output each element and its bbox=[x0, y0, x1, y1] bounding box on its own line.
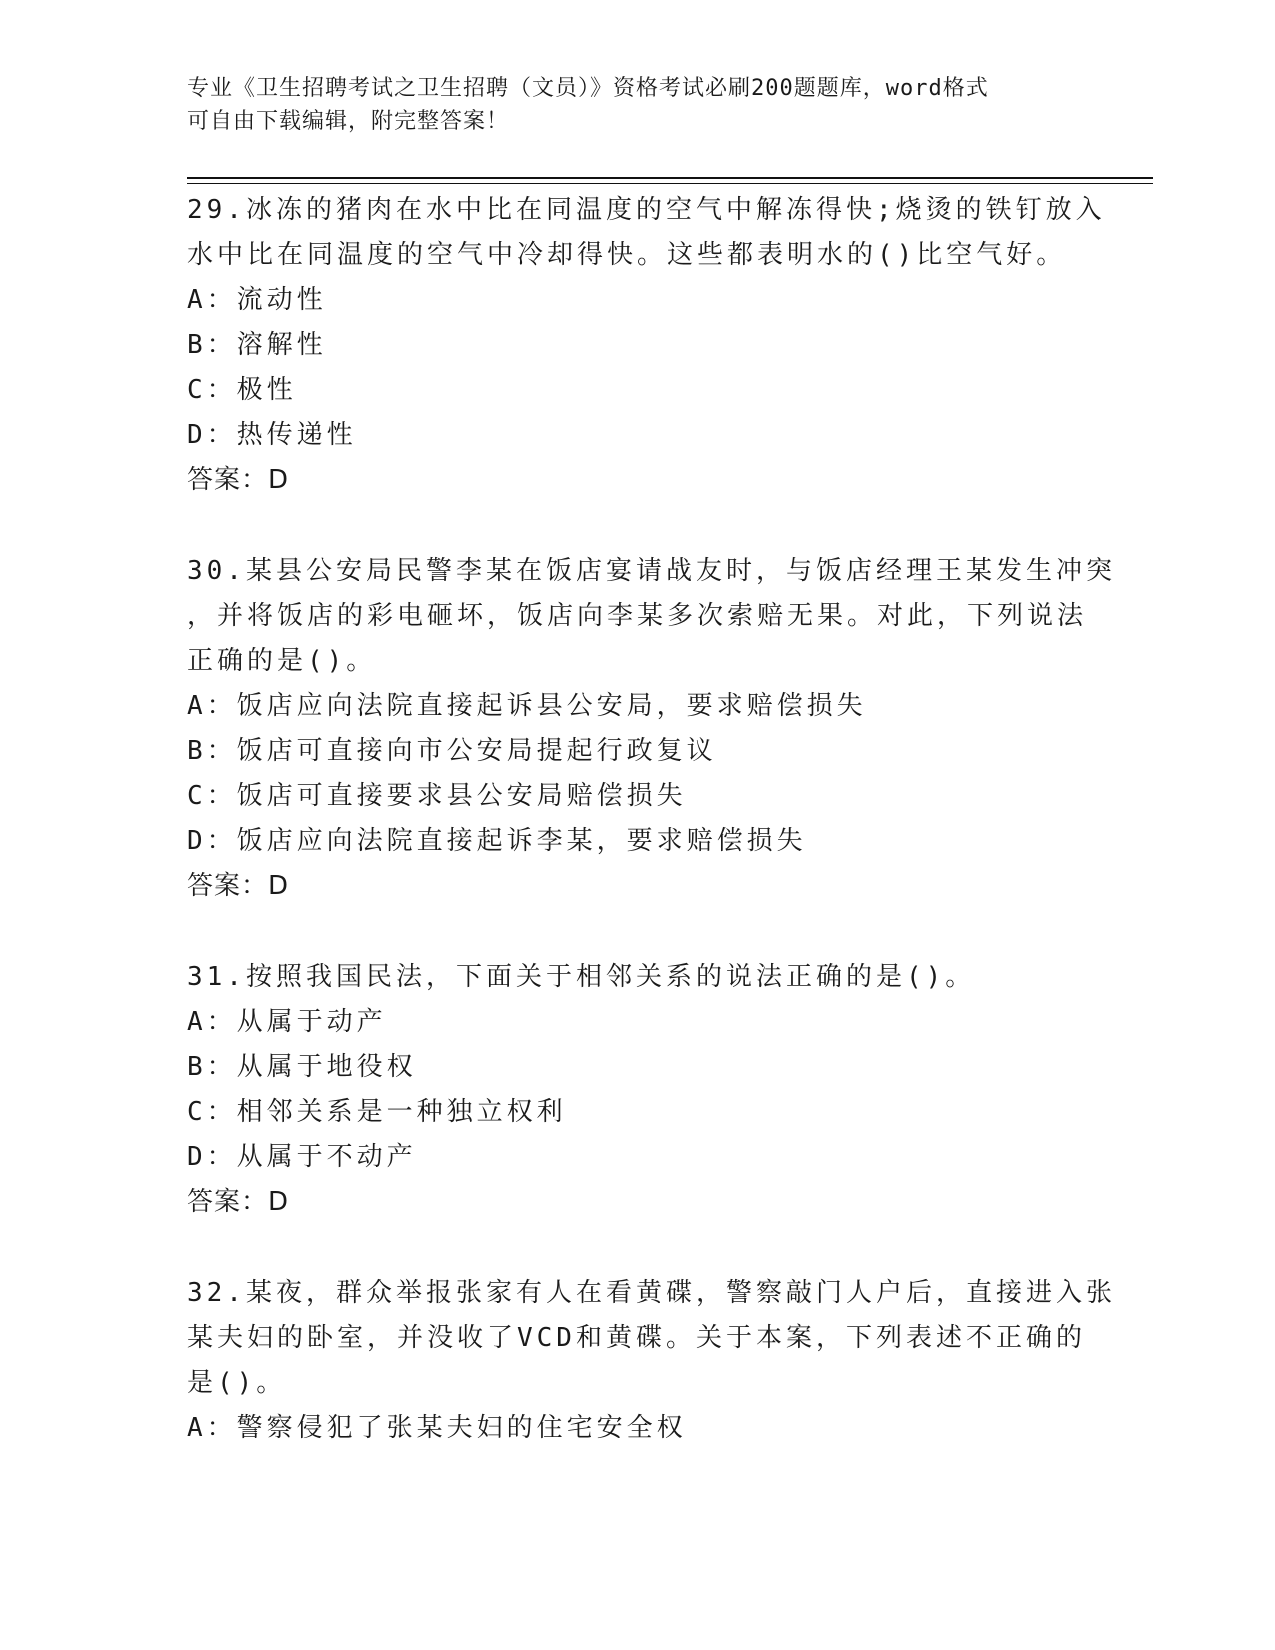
option-c: C：饭店可直接要求县公安局赔偿损失 bbox=[187, 781, 687, 811]
option-b: B：饭店可直接向市公安局提起行政复议 bbox=[187, 736, 717, 766]
question-text-line: 31.按照我国民法，下面关于相邻关系的说法正确的是()。 bbox=[187, 962, 976, 992]
question-text-line: 水中比在同温度的空气中冷却得快。这些都表明水的()比空气好。 bbox=[187, 240, 1067, 270]
question-text-line: 是()。 bbox=[187, 1368, 287, 1398]
question-32 bbox=[187, 1271, 1116, 1451]
question-31 bbox=[187, 955, 1087, 1225]
question-text-line: ，并将饭店的彩电砸坏，饭店向李某多次索赔无果。对此，下列说法 bbox=[187, 601, 1088, 631]
answer-label: 答案：D bbox=[187, 871, 290, 901]
option-c: C：极性 bbox=[187, 375, 297, 405]
option-a: A：从属于动产 bbox=[187, 1007, 387, 1037]
question-30 bbox=[187, 549, 1116, 909]
option-d: D：饭店应向法院直接起诉李某，要求赔偿损失 bbox=[187, 826, 807, 856]
question-text-line: 某夫妇的卧室，并没收了VCD和黄碟。关于本案，下列表述不正确的 bbox=[187, 1323, 1086, 1353]
option-c: C：相邻关系是一种独立权利 bbox=[187, 1097, 567, 1127]
header-divider-thin bbox=[187, 183, 1153, 184]
question-text-line: 29.冰冻的猪肉在水中比在同温度的空气中解冻得快;烧烫的铁钉放入 bbox=[187, 195, 1106, 225]
option-b: B：从属于地役权 bbox=[187, 1052, 417, 1082]
answer-label: 答案：D bbox=[187, 465, 290, 495]
option-b: B：溶解性 bbox=[187, 330, 327, 360]
option-a: A：流动性 bbox=[187, 285, 327, 315]
answer-label: 答案：D bbox=[187, 1187, 290, 1217]
option-a: A：饭店应向法院直接起诉县公安局，要求赔偿损失 bbox=[187, 691, 867, 721]
option-d: D：从属于不动产 bbox=[187, 1142, 417, 1172]
question-text-line: 正确的是()。 bbox=[187, 646, 377, 676]
header-divider-thick bbox=[187, 177, 1153, 179]
question-list bbox=[187, 188, 1116, 1497]
header-title-line-2: 可自由下载编辑，附完整答案！ bbox=[187, 109, 510, 134]
header-title-line-1: 专业《卫生招聘考试之卫生招聘（文员）》资格考试必刷200题题库，word格式 bbox=[187, 76, 989, 101]
question-29 bbox=[187, 188, 1106, 503]
question-text-line: 30.某县公安局民警李某在饭店宴请战友时，与饭店经理王某发生冲突 bbox=[187, 556, 1116, 586]
option-d: D：热传递性 bbox=[187, 420, 357, 450]
option-a: A：警察侵犯了张某夫妇的住宅安全权 bbox=[187, 1413, 687, 1443]
question-text-line: 32.某夜，群众举报张家有人在看黄碟，警察敲门人户后，直接进入张 bbox=[187, 1278, 1116, 1308]
document-header bbox=[187, 72, 1067, 138]
